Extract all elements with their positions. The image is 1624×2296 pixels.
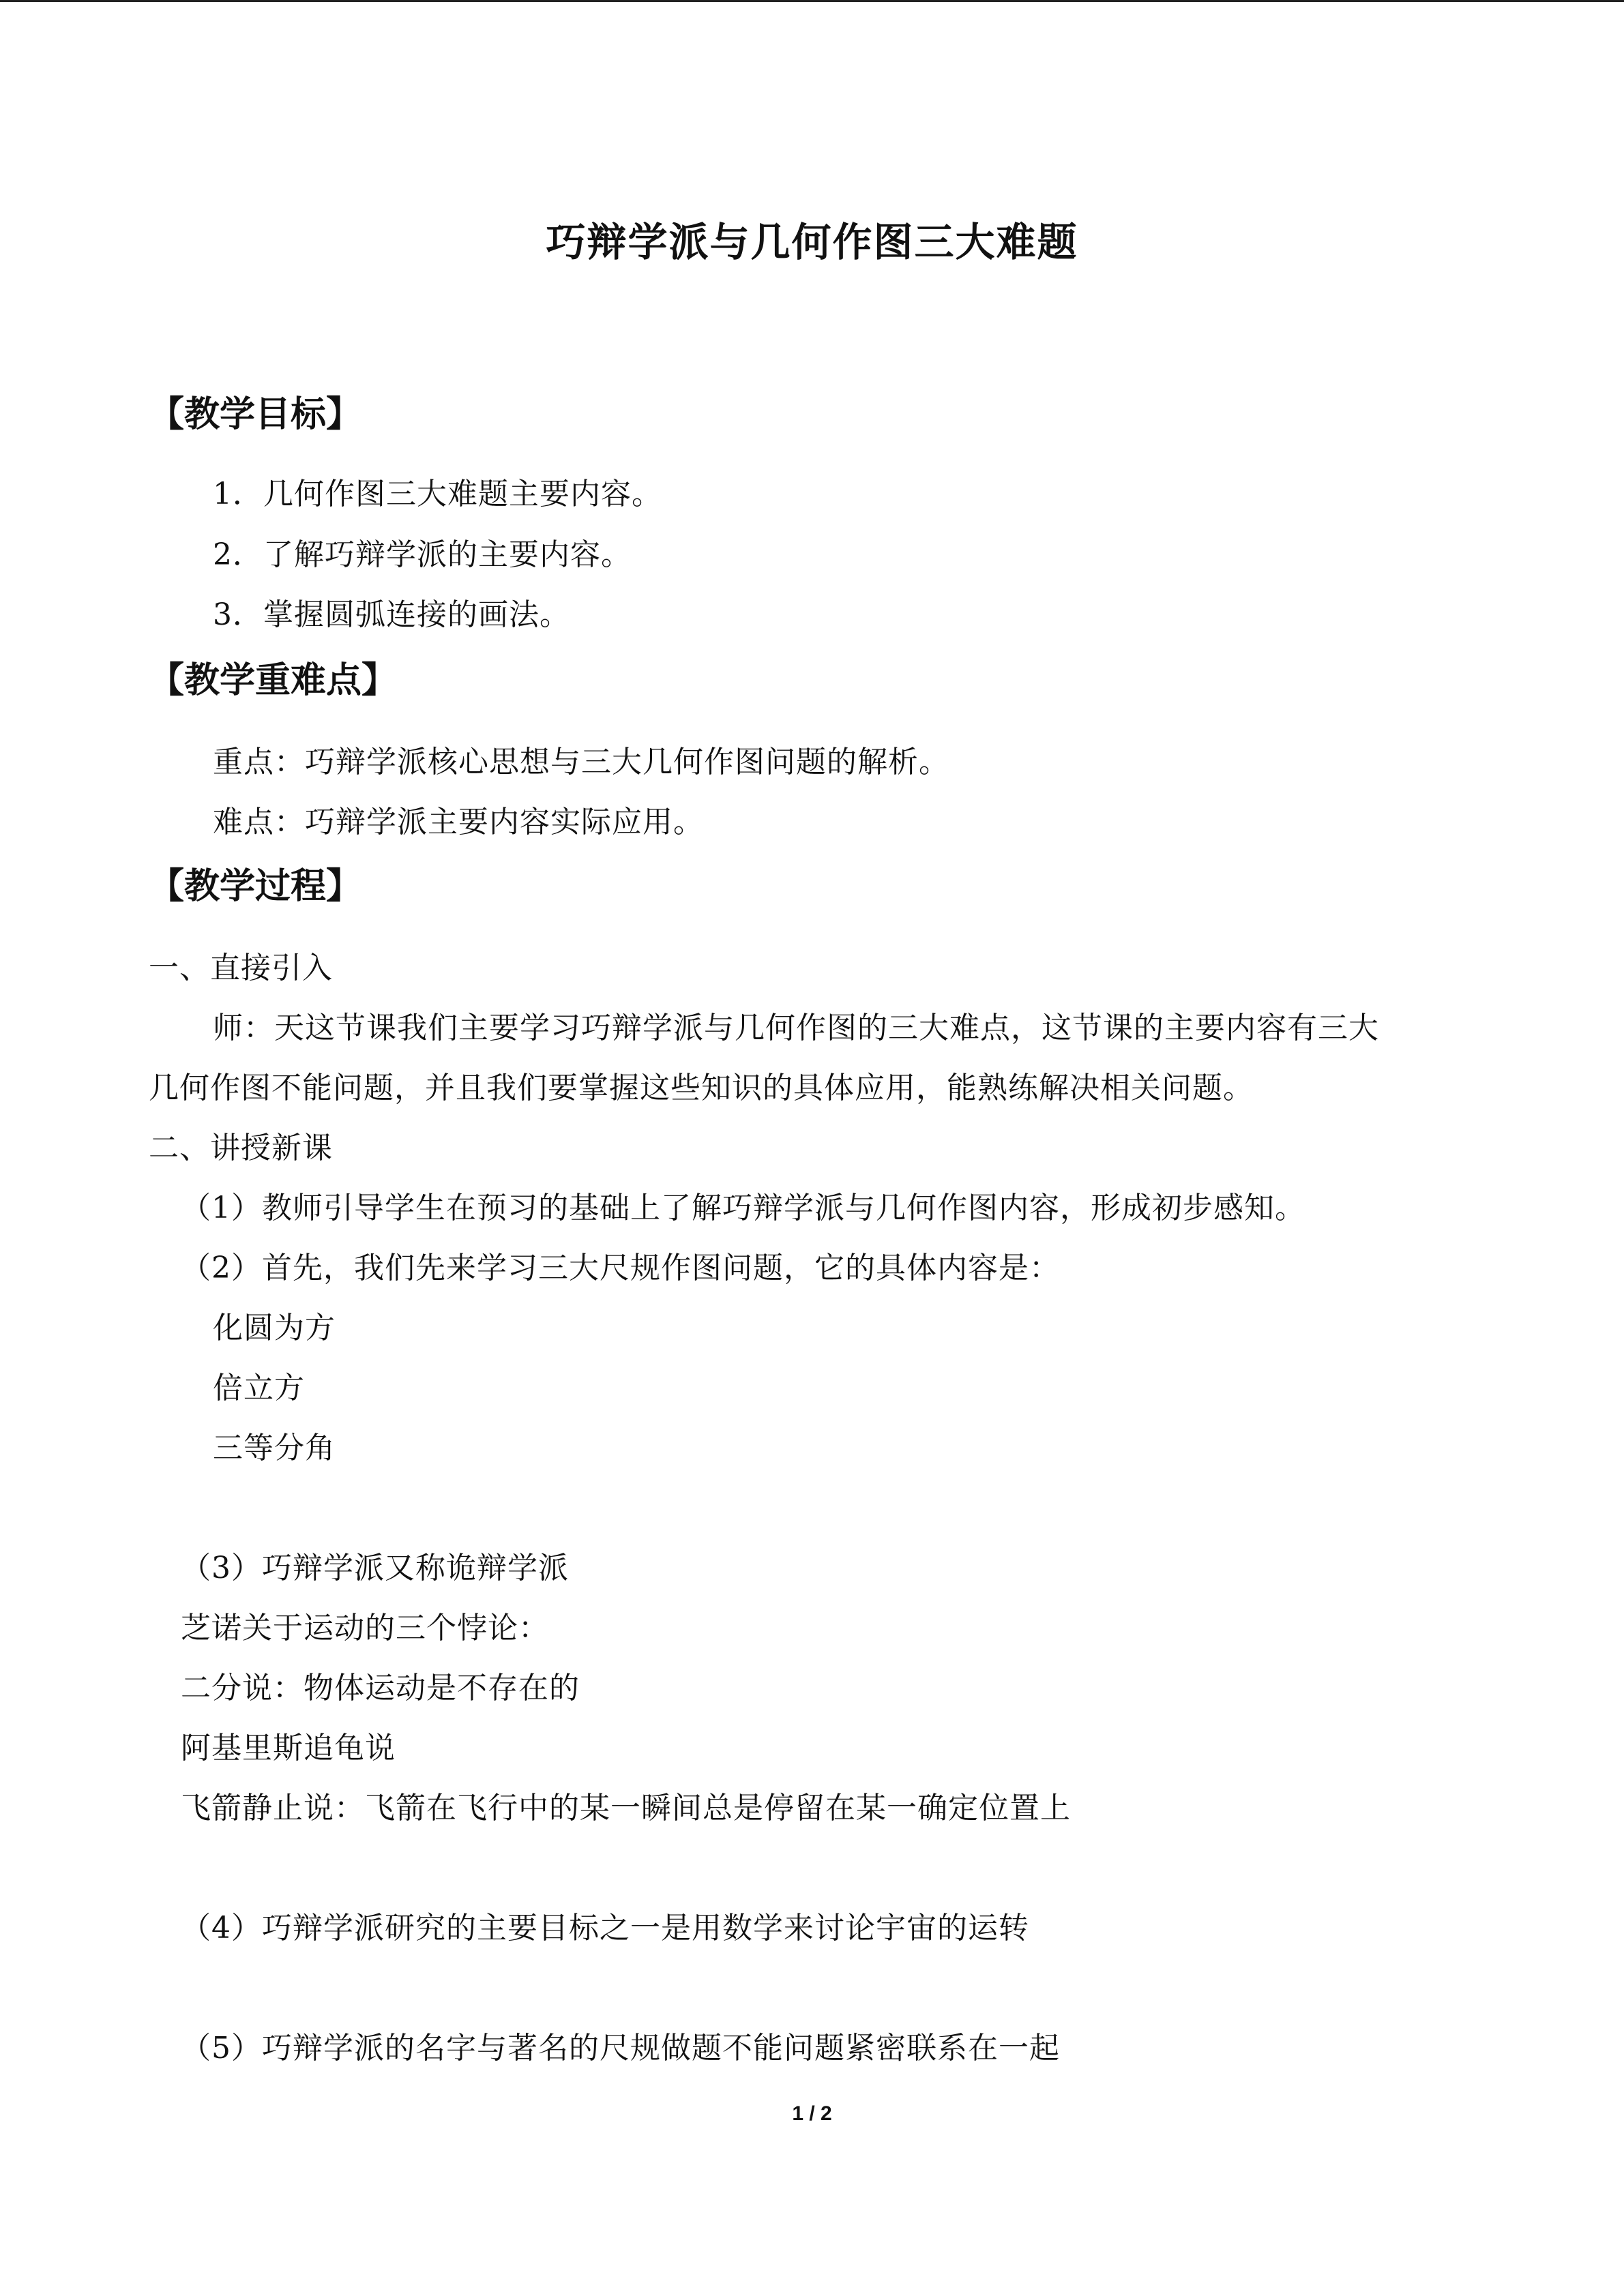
objective-item-2: 2．了解巧辩学派的主要内容。 — [213, 537, 632, 572]
page-number: 1 / 2 — [792, 2102, 832, 2125]
problem-item-3: 三等分角 — [213, 1431, 336, 1465]
document-title: 巧辩学派与几何作图三大难题 — [546, 219, 1078, 265]
problem-item-1: 化圆为方 — [213, 1311, 336, 1345]
key-point-difficulty: 难点：巧辩学派主要内容实际应用。 — [213, 805, 704, 839]
part2-title: 二、讲授新课 — [149, 1131, 333, 1165]
part1-text-line1: 师：天这节课我们主要学习巧辩学派与几何作图的三大难点，这节课的主要内容有三大 — [213, 1011, 1379, 1045]
page-top-border — [0, 0, 1624, 2]
paradox-item-3: 飞箭静止说：飞箭在飞行中的某一瞬间总是停留在某一确定位置上 — [181, 1791, 1071, 1825]
key-points-heading: 【教学重难点】 — [149, 660, 398, 701]
objective-item-3: 3．掌握圆弧连接的画法。 — [213, 597, 570, 632]
objectives-heading: 【教学目标】 — [149, 394, 362, 435]
step-3: （3）巧辩学派又称诡辩学派 — [181, 1551, 569, 1585]
paradox-item-1: 二分说：物体运动是不存在的 — [181, 1671, 580, 1705]
step-2: （2）首先，我们先来学习三大尺规作图问题，它的具体内容是： — [181, 1251, 1060, 1285]
process-heading: 【教学过程】 — [149, 866, 362, 907]
zeno-intro: 芝诺关于运动的三个悖论： — [181, 1611, 549, 1645]
step-1: （1）教师引导学生在预习的基础上了解巧辩学派与几何作图内容，形成初步感知。 — [181, 1191, 1305, 1225]
step-5: （5）巧辩学派的名字与著名的尺规做题不能问题紧密联系在一起 — [181, 2031, 1060, 2066]
objective-item-1: 1．几何作图三大难题主要内容。 — [213, 477, 662, 511]
part1-title: 一、直接引入 — [149, 951, 333, 985]
step-4: （4）巧辩学派研究的主要目标之一是用数学来讨论宇宙的运转 — [181, 1911, 1029, 1945]
part1-text-line2: 几何作图不能问题，并且我们要掌握这些知识的具体应用，能熟练解决相关问题。 — [149, 1071, 1254, 1105]
paradox-item-2: 阿基里斯追龟说 — [181, 1731, 396, 1765]
key-point-focus: 重点：巧辩学派核心思想与三大几何作图问题的解析。 — [213, 745, 949, 779]
problem-item-2: 倍立方 — [213, 1371, 305, 1405]
